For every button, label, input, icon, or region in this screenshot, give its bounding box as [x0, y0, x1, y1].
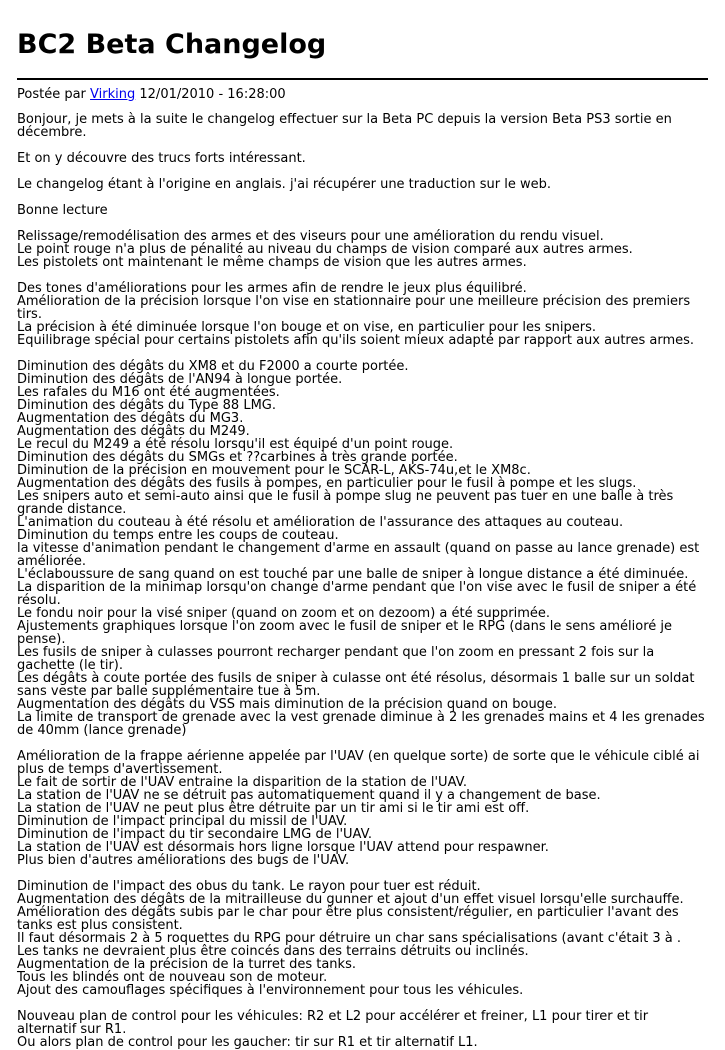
- changelog-line: Les pistolets ont maintenant le même champs de vision que les autres armes.: [17, 255, 527, 270]
- changelog-section: [17, 230, 708, 269]
- changelog-line: Amélioration des dégâts subis par le char pour être plus consistent/régulier, en particulier l'avant des tanks est plus consistent.: [17, 905, 679, 933]
- changelog-line: Les rafales du M16 ont été augmentées.: [17, 385, 280, 400]
- changelog-line: Le point rouge n'a plus de pénalité au niveau du champs de vision comparé aux autres armes.: [17, 242, 633, 257]
- changelog-section: [17, 750, 708, 867]
- changelog-line: La précision à été diminuée lorsque l'on bouge et on vise, en particulier pour les snipers.: [17, 320, 597, 335]
- changelog-line: Amélioration de la précision lorsque l'on vise en stationnaire pour une meilleure précision des premiers tirs.: [17, 294, 691, 322]
- changelog-paragraph: [17, 282, 708, 347]
- posted-by-label: Postée par: [17, 87, 86, 102]
- changelog-section: [17, 880, 708, 997]
- intro-paragraph: Bonne lecture: [17, 203, 108, 218]
- changelog-line: La limite de transport de grenade avec la vest grenade diminue à 2 les grenades mains et 4 les grenades de 40mm (lance grenade): [17, 710, 705, 738]
- changelog-paragraph: [17, 230, 708, 269]
- changelog-line: La station de l'UAV ne peut plus être détruite par un tir ami si le tir ami est off.: [17, 801, 530, 816]
- page-title: BC2 Beta Changelog: [17, 0, 708, 80]
- changelog-line: Diminution de l'impact des obus du tank. Le rayon pour tuer est réduit.: [17, 879, 481, 894]
- changelog-line: Augmentation des dégâts du MG3.: [17, 411, 244, 426]
- changelog-line: Ajustements graphiques lorsque l'on zoom avec le fusil de sniper et le RPG (dans le sens amélioré je pense).: [17, 619, 673, 647]
- author-link[interactable]: Virking: [90, 87, 136, 102]
- changelog-section: [17, 1010, 708, 1049]
- changelog-line: Augmentation des dégâts du M249.: [17, 424, 250, 439]
- changelog-line: Diminution des dégâts du SMGs et ??carbines à très grande portée.: [17, 450, 458, 465]
- changelog-line: Les tanks ne devraient plus être coincés dans des terrains détruits ou inclinés.: [17, 944, 529, 959]
- changelog-line: Diminution de la précision en mouvement pour le SCAR-L, AKS-74u,et le XM8c.: [17, 463, 531, 478]
- changelog-paragraph: [17, 880, 708, 997]
- changelog-line: Augmentation des dégâts de la mitrailleuse du gunner et ajout d'un effet visuel lorsqu'elle surchauffe.: [17, 892, 684, 907]
- changelog-line: Ou alors plan de control pour les gaucher: tir sur R1 et tir alternatif L1.: [17, 1035, 478, 1050]
- intro-paragraph: Et on y découvre des trucs forts intéressant.: [17, 151, 306, 166]
- changelog-line: Diminution des dégâts du XM8 et du F2000 a courte portée.: [17, 359, 409, 374]
- changelog-line: Diminution de l'impact principal du missil de l'UAV.: [17, 814, 348, 829]
- changelog-line: Relissage/remodélisation des armes et des viseurs pour une amélioration du rendu visuel.: [17, 229, 604, 244]
- changelog-line: Amélioration de la frappe aérienne appelée par l'UAV (en quelque sorte) de sorte que le véhicule ciblé ai plus de temps d'avertissement.: [17, 749, 700, 777]
- changelog-line: la vitesse d'animation pendant le changement d'arme en assault (quand on passe au lance grenade) est améliorée.: [17, 541, 700, 569]
- changelog-line: Diminution des dégâts du Type 88 LMG.: [17, 398, 276, 413]
- changelog-paragraph: [17, 360, 708, 737]
- changelog-line: Les fusils de sniper à culasses pourront recharger pendant que l'on zoom en pressant 2 fois sur la gachette (le tir).: [17, 645, 655, 673]
- intro: [17, 113, 708, 217]
- changelog-line: Ajout des camouflages spécifiques à l'environnement pour tous les véhicules.: [17, 983, 524, 998]
- post-meta: [17, 80, 708, 113]
- changelog-sections: [17, 230, 708, 1049]
- changelog-line: La station de l'UAV ne se détruit pas automatiquement quand il y a changement de base.: [17, 788, 601, 803]
- changelog-line: Le fondu noir pour la visé sniper (quand on zoom et on dezoom) a été supprimée.: [17, 606, 551, 621]
- changelog-line: Il faut désormais 2 à 5 roquettes du RPG pour détruire un char sans spécialisations (avant c'était 3 à .: [17, 931, 681, 946]
- changelog-line: Diminution des dégâts de l'AN94 à longue portée.: [17, 372, 343, 387]
- changelog-line: Equilibrage spécial pour certains pistolets afin qu'ils soient mieux adapté par rapport aux autres armes.: [17, 333, 695, 348]
- changelog-line: Tous les blindés ont de nouveau son de moteur.: [17, 970, 328, 985]
- intro-paragraph: Bonjour, je mets à la suite le changelog effectuer sur la Beta PC depuis la version Beta PS3 sortie en décembre.: [17, 112, 672, 140]
- post-datetime: 12/01/2010 - 16:28:00: [139, 87, 286, 102]
- changelog-line: Des tones d'améliorations pour les armes afin de rendre le jeux plus équilibré.: [17, 281, 527, 296]
- changelog-line: La disparition de la minimap lorsqu'on change d'arme pendant que l'on vise avec le fusil de sniper a été résolu.: [17, 580, 697, 608]
- intro-paragraph: Le changelog étant à l'origine en anglais. j'ai récupérer une traduction sur le web.: [17, 177, 552, 192]
- changelog-line: La station de l'UAV est désormais hors ligne lorsque l'UAV attend pour respawner.: [17, 840, 549, 855]
- changelog-line: Les snipers auto et semi-auto ainsi que le fusil à pompe slug ne peuvent pas tuer en une balle à très grande distance.: [17, 489, 674, 517]
- changelog-paragraph: [17, 1010, 708, 1049]
- changelog-line: Augmentation des dégâts du VSS mais diminution de la précision quand on bouge.: [17, 697, 558, 712]
- changelog-paragraph: [17, 750, 708, 867]
- changelog-line: Le recul du M249 a été résolu lorsqu'il est équipé d'un point rouge.: [17, 437, 454, 452]
- changelog-line: Plus bien d'autres améliorations des bugs de l'UAV.: [17, 853, 350, 868]
- changelog-section: [17, 282, 708, 347]
- changelog-line: Augmentation de la précision de la turret des tanks.: [17, 957, 356, 972]
- changelog-line: Augmentation des dégâts des fusils à pompes, en particulier pour le fusil à pompe et les slugs.: [17, 476, 637, 491]
- changelog-line: Les dégâts à coute portée des fusils de sniper à culasse ont été résolus, désormais 1 balle sur un soldat sans veste par balle supplémentaire tue à 5m.: [17, 671, 695, 699]
- changelog-line: Le fait de sortir de l'UAV entraine la disparition de la station de l'UAV.: [17, 775, 467, 790]
- changelog-line: Diminution du temps entre les coups de couteau.: [17, 528, 339, 543]
- changelog-line: Nouveau plan de control pour les véhicules: R2 et L2 pour accélérer et freiner, L1 pour tirer et tir alternatif sur R1.: [17, 1009, 649, 1037]
- changelog-section: [17, 360, 708, 737]
- changelog-line: Diminution de l'impact du tir secondaire LMG de l'UAV.: [17, 827, 372, 842]
- changelog-line: L'animation du couteau à été résolu et amélioration de l'assurance des attaques au couteau.: [17, 515, 624, 530]
- changelog-line: L'éclaboussure de sang quand on est touché par une balle de sniper à longue distance a été diminuée.: [17, 567, 689, 582]
